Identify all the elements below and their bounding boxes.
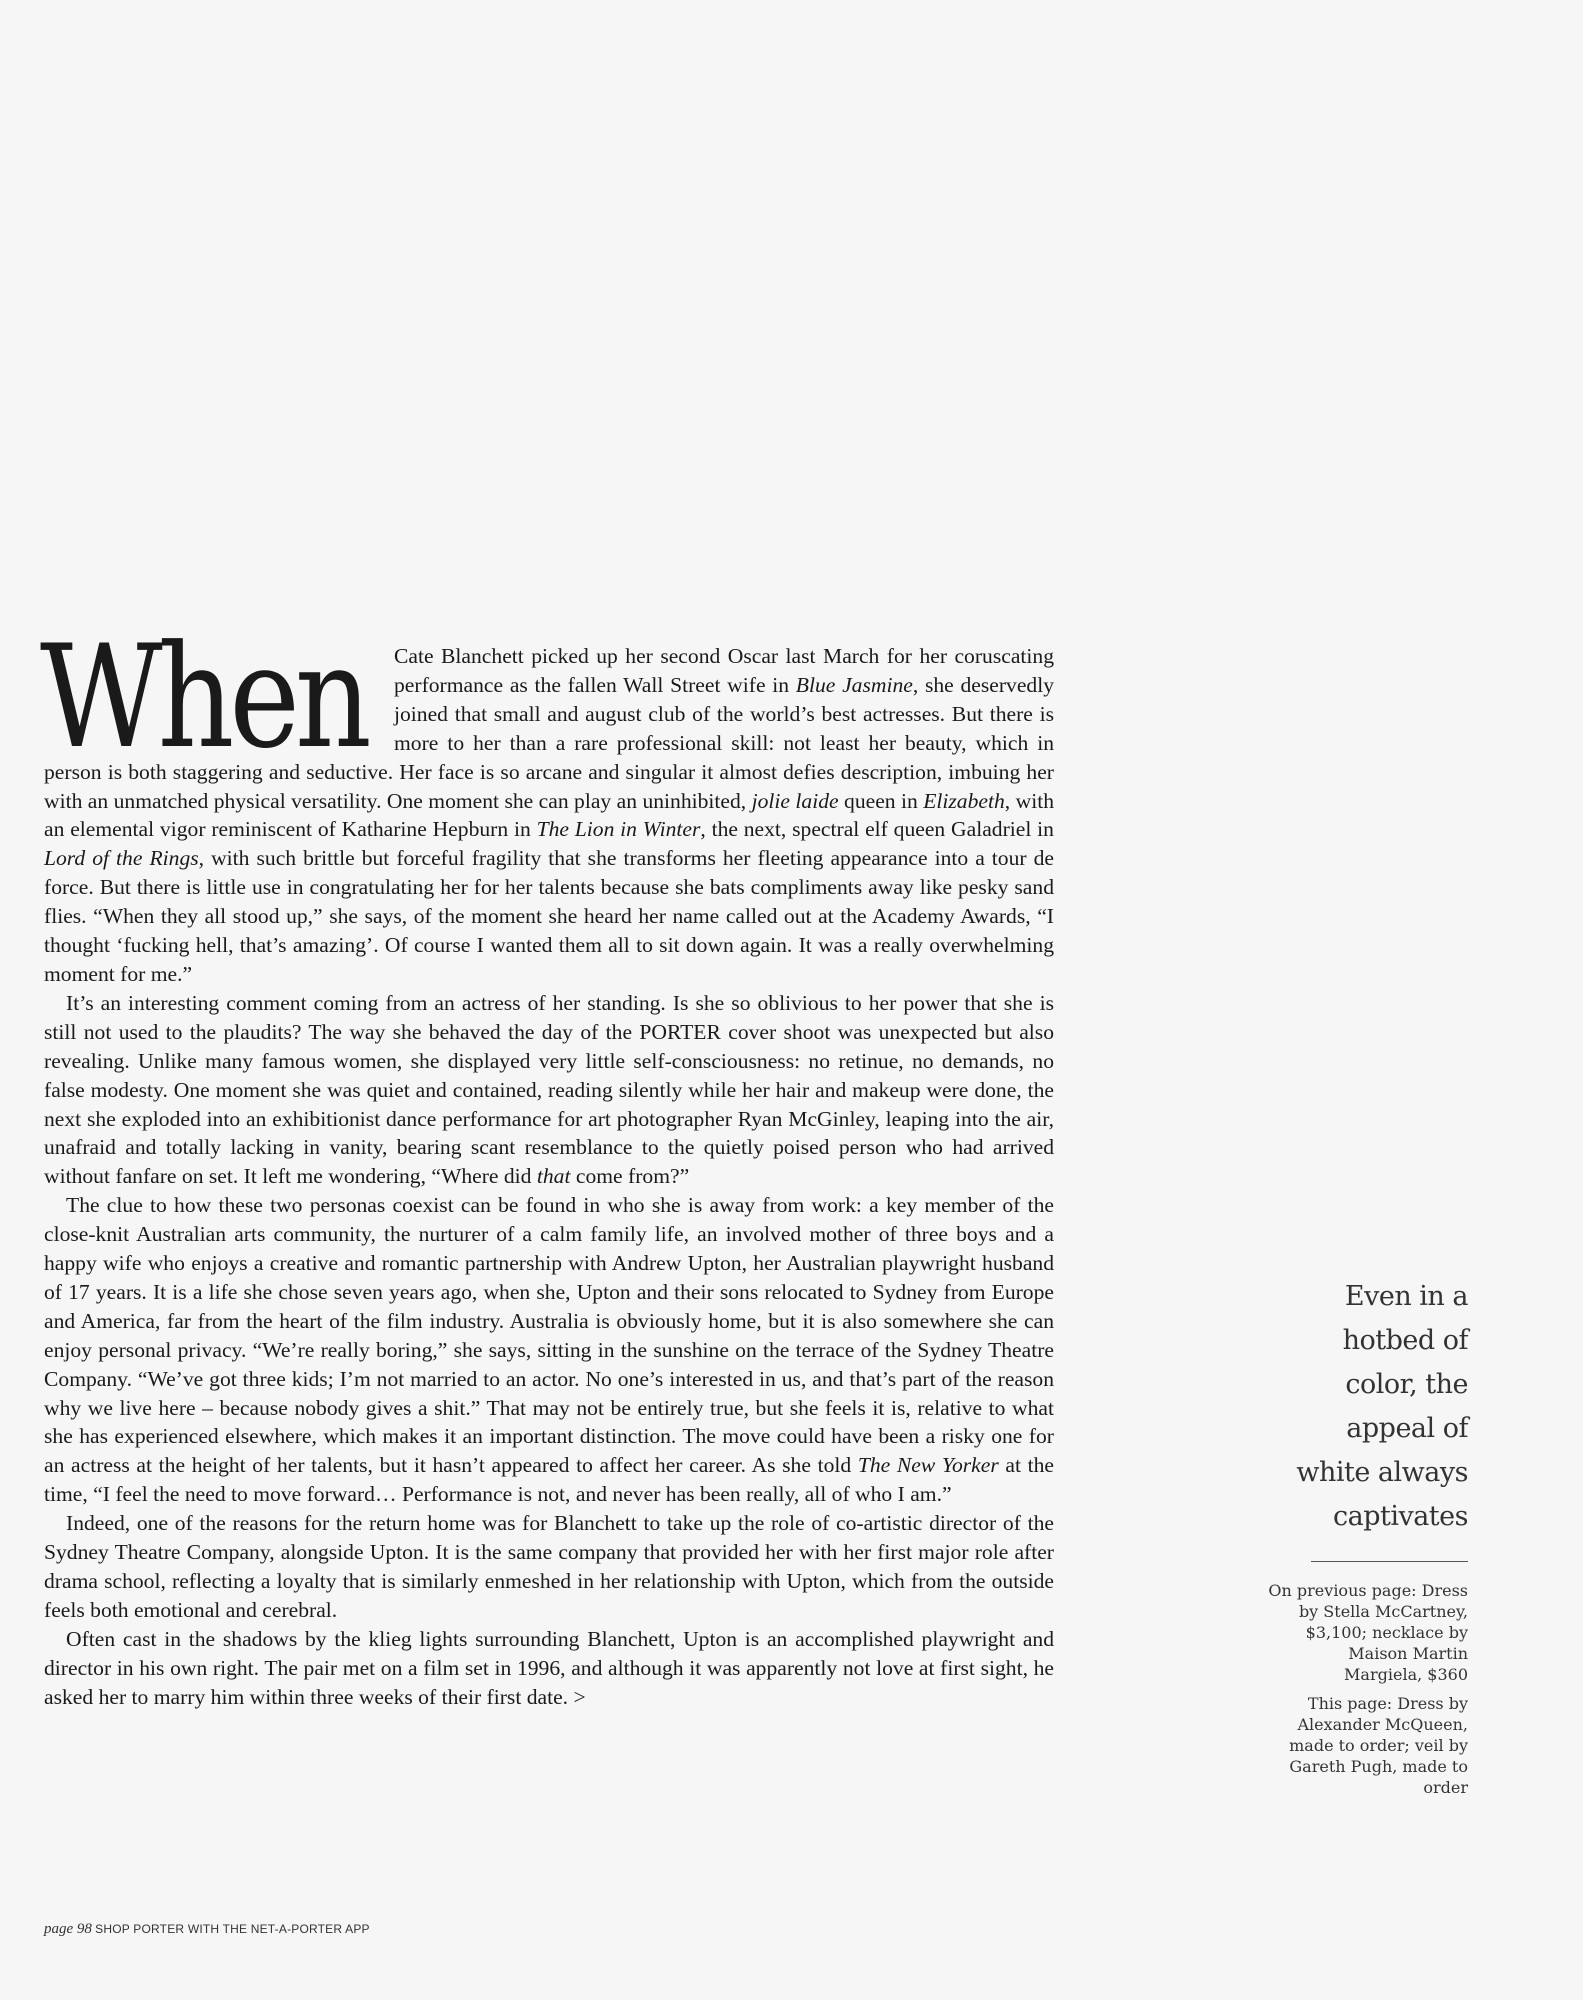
pull-quote-line: Even in a xyxy=(1344,1281,1468,1312)
italic-title: Lord of the Rings xyxy=(44,846,199,871)
pull-quote-line: appeal of xyxy=(1346,1413,1468,1444)
italic-title: The New Yorker xyxy=(857,1453,999,1478)
italic-title: Elizabeth xyxy=(923,788,1005,813)
paragraph-1: Cate Blanchett picked up her second Oscar last March for her coruscating performance as the fallen Wall Street wife in Blue Jasmine, she deservedly joined that small and august club of the world’s best actresses. But there is more to her than a rare professional skill: not least her beauty, which in person is both staggering and seductive. Her face is so arcane and singular it almost defies description, imbuing her with an unmatched physical versatility. One moment she can play an uninhibited, jolie laide queen in Elizabeth, with an elemental vigor reminiscent of Katharine Hepburn in The Lion in Winter, the next, spectral elf queen Galadriel in Lord of the Rings, with such brittle but forceful fragility that she transforms her fleeting appearance into a tour de force. But there is little use in congratulating her for her talents because she bats compliments away like pesky sand flies. “When they all stood up,” she says, of the moment she heard her name called out at the Academy Awards, “I thought ‘fucking hell, that’s amazing’. Of course I wanted them all to sit down again. It was a really overwhelming moment for me.” xyxy=(44,644,1055,986)
pull-quote-line: hotbed of xyxy=(1342,1325,1468,1356)
page-number: page 98 xyxy=(44,1921,92,1937)
photo-credits xyxy=(1268,1580,1468,1806)
pull-quote-line: color, the xyxy=(1345,1369,1468,1400)
page-footer xyxy=(44,1921,370,1938)
italic-title: jolie laide xyxy=(751,788,839,813)
paragraph-2: It’s an interesting comment coming from an actress of her standing. Is she so oblivious to her power that she is still not used to the plaudits? The way she behaved the day of the PORTER cover shoot was unexpected but also revealing. Unlike many famous women, she displayed very little self-consciousness: no retinue, no demands, no false modesty. One moment she was quiet and contained, reading silently while her hair and makeup were done, the next she exploded into an exhibitionist dance performance for art photographer Ryan McGinley, leaping into the air, unafraid and totally lacking in vanity, bearing scant resemblance to the quietly poised person who had arrived without fanfare on set. It left me wondering, “Where did that come from?” xyxy=(44,990,1054,1189)
shop-promo: SHOP PORTER WITH THE NET-A-PORTER APP xyxy=(95,1922,370,1936)
pull-quote-line: white always xyxy=(1296,1457,1468,1488)
drop-cap: When xyxy=(40,615,367,780)
paragraph-3: The clue to how these two personas coexist can be found in who she is away from work: a key member of the close-knit Australian arts community, the nurturer of a calm family life, an involved mother of three boys and a happy wife who enjoys a creative and romantic partnership with Andrew Upton, her Australian playwright husband of 17 years. It is a life she chose seven years ago, when she, Upton and their sons relocated to Sydney from Europe and America, far from the heart of the film industry. Australia is obviously home, but it is also somewhere she can enjoy personal privacy. “We’re really boring,” she says, sitting in the sunshine on the terrace of the Sydney Theatre Company. “We’ve got three kids; I’m not married to an actor. No one’s interested in us, and that’s part of the reason why we live here – because nobody gives a shit.” That may not be entirely true, but she feels it is, relative to what she has experienced elsewhere, which makes it an important distinction. The move could have been a risky one for an actress at the height of her talents, but it hasn’t appeared to affect her career. As she told The New Yorker at the time, “I feel the need to move forward… Performance is not, and never has been really, all of who I am.” xyxy=(44,1193,1054,1507)
divider xyxy=(1311,1561,1468,1562)
pull-quote xyxy=(1290,1275,1468,1539)
italic-title: Blue Jasmine xyxy=(795,672,913,697)
paragraph-5: Often cast in the shadows by the klieg lights surrounding Blanchett, Upton is an accomplished playwright and director in his own right. The pair met on a film set in 1996, and although it was apparently not love at first sight, he asked her to marry him within three weeks of their first date. > xyxy=(44,1626,1054,1709)
paragraph-4: Indeed, one of the reasons for the return home was for Blanchett to take up the role of co-artistic director of the Sydney Theatre Company, alongside Upton. It is the same company that provided her with her first major role after drama school, reflecting a loyalty that is similarly enmeshed in her relationship with Upton, which from the outside feels both emotional and cerebral. xyxy=(44,1511,1054,1622)
credit-previous-page: On previous page: Dress by Stella McCartney, $3,100; necklace by Maison Martin Margiela, $360 xyxy=(1268,1581,1468,1684)
italic-title: The Lion in Winter xyxy=(536,817,701,842)
italic-title: that xyxy=(536,1164,571,1189)
pull-quote-line: captivates xyxy=(1332,1501,1468,1532)
credit-this-page: This page: Dress by Alexander McQueen, made to order; veil by Gareth Pugh, made to order xyxy=(1289,1694,1468,1797)
article-body xyxy=(40,615,1055,1712)
